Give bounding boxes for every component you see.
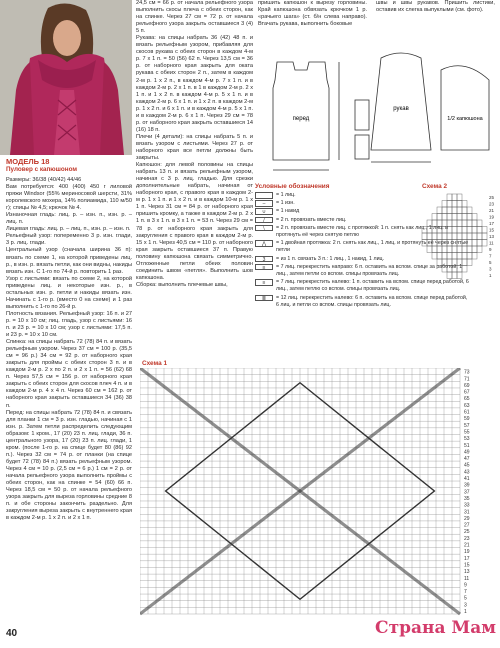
watermark-logo: Страна Мам [375,618,496,638]
schema2-cell [477,220,482,227]
schema2-row-number: 5 [489,260,492,265]
schema2-cell [482,227,487,234]
schema2-cell [442,233,447,240]
model-subtitle: Пуловер с капюшоном [6,166,77,173]
schema1-row-number: 17 [464,555,470,562]
schema1-row-number: 15 [464,562,470,569]
schema2-cell [437,220,442,227]
model-title: МОДЕЛЬ 18 [6,157,50,166]
sleeve-label: рукав [393,106,409,112]
schema1-row-number: 67 [464,389,470,396]
schema1-row-number: 7 [464,589,467,596]
schema2-cell [447,207,452,214]
schema2-cell [442,259,447,266]
schema2-cell [427,240,432,247]
schema2-cell [447,266,452,273]
schema2-row-number: 11 [489,240,494,246]
hood-schematic [441,66,489,150]
schema1-row-number: 65 [464,396,470,403]
schema1-row-number: 53 [464,436,470,443]
schema1-row-number: 49 [464,449,470,456]
legend-item [255,295,470,309]
schema1-row-number: 73 [464,369,470,376]
schema2-cell [457,259,462,266]
schema2-cell [447,240,452,247]
text-column-1: Размеры: 36/38 (40/42) 44/46 Вам потребуется: 400 (400) 450 г лиловой пряжи Windsor (55% мериносовой шерсти, 31% королевского мохера, 14% полиамида, 110 м/50 г); спицы № 4,5; крючок № 4. Изнаночная гладь: лиц. р. – изн. п., изн. р. – лиц. п. Лицевая гладь: лиц. р. – лиц. п., изн. р. – изн. п. Рельефный узор: попеременно 3 р. изн. глади, 3 р. лиц. глади. Центральный узор (сначала ширина 36 п): вязать по схеме 1, на которой приведены лиц. р., в изн. р. вязать петли, как они видны, накиды вязать изн. С 1-го по 74-й р. повторить 1 раз. Узор с листьями: вязать по схеме 2, на которой приведены лиц. и некоторые изн. р., в остальных изн. р. петли и накиды вязать изн. Начинать с 1-го р. (вместо 0 на схеме) и 1 раз выполнить с 1-го по 26-й р. Плотность вязания. Рельефный узор: 16 п. и 27 р. = 10 х 10 см; лиц. гладь, узор с листьями: 16 п. и 23 р. = 10 х 10 см; узор с листьями: 17,5 п. и 23 р. = 10 х 10 см. Спинка: на спицы набрать 72 (78) 84 п. и вязать рельефным узором. Через 37 см = 100 р. (35,5 см = 96 р.) 34 см = 92 р. от наборного края закрыть для проймы с обеих сторон 3 п. и в каждом 2-м р. 2 х по 2 п. и 2 х 1 п. = 56 (62) 68 п. Через 57,5 см = 156 р. от наборного края закрыть с обеих сторон для скосов плеч 4 п. и в каждом 2-м р. 4 х 4 п. Через 60 см = 162 р. от наборного края закрыть оставшиеся 34 (36) 38 п. Перед: на спицы набрать 72 (78) 84 п. и связать для планки 1 см = 3 р. изн. гладью, начиная с 1 изн. р. Затем петли распределить следующим образом: 1 кром., 17 (20) 23 п. лиц. глади, 36 п. центрального узора, 17 (20) 23 п. лиц. глади, 1 кром. (после 1-го р. на спице будет 80 (86) 92 п.). Через 32 см = 74 р. от планки (на спице будет 72 (78) 84 п.) вязать рельефным узором. Через 4 см = 10 р. (2,5 см = 6 р.) 1 см = 2 р. от начала рельефного узора выполнить проймы с обеих сторон, как на спинке = 54 (60) 66 п. Через 18,5 см = 50 р. от начала рельефного узора закрыть для выреза горловины средние 8 п. и обе стороны закончить раздельно. Для закругления выреза закрыть с внутреннего края в каждом 2-м р. 1 х 2 п. и 2 х 1 п. [6,177,132,522]
schema1-row-number: 57 [464,422,470,429]
legend-text: = 1 лиц. [276,192,296,198]
schema2-cell [462,240,467,247]
legend-text: = 12 лиц. перекрестить налево: 6 п. оставить на вспом. спице перед работой, 6 лиц. и петли со вспом. спицы провязать лиц. [276,294,468,308]
schema2-cell [437,259,442,266]
schema2-cell [457,214,462,221]
schema2-cell [457,266,462,273]
legend-text: = из 1 п. связать 3 п.: 1 лиц., 1 накид, 1 лиц. [276,255,385,262]
page-number: 40 [6,628,18,639]
schema2-cell [472,227,477,234]
schema2-cell [467,207,472,214]
schema2-cell [462,246,467,253]
text-column-3: пришить капюшон к вырезу горловины. Край капюшона обвязать крючком 1 р. «рачьего шага» (ст. б/н слева направо). Втачать рукава, выполнить боковые [258,0,367,28]
schema2-cell [467,240,472,247]
schema2-cell [452,272,457,279]
legend-title: Условные обозначения [255,183,330,190]
schema1-row-number: 29 [464,515,470,522]
legend-symbol: 3 [255,256,273,263]
schema2-cell [467,259,472,266]
schema2-cell [427,227,432,234]
model-photo [0,0,132,155]
schema2-cell [422,240,427,247]
schema2-cell [457,194,462,201]
schema2-cell [432,214,437,221]
legend-symbol: ∪ [255,208,273,215]
schema2-cell [477,227,482,234]
schema2-cell [462,227,467,234]
schema2-cell [447,227,452,234]
schema1-row-number: 45 [464,462,470,469]
schema2-row-number: 3 [489,266,492,272]
schema1-row-number: 41 [464,476,470,483]
schema2-cell [442,246,447,253]
schema2-row-number: 19 [489,214,495,220]
schema2-cell [467,227,472,234]
schema2-cell [467,214,472,221]
schema2-cell [432,220,437,227]
schema2-cell [447,214,452,221]
schema2-cell [447,201,452,208]
schema2-cell [462,201,467,208]
schema1-row-number: 33 [464,502,470,509]
schema2-cell [457,246,462,253]
schema1-row-number: 31 [464,509,470,516]
schema2-cell [422,227,427,234]
legend-text: = 7 лиц. перекрестить направо: 6 п. оставить на вспом. спице за работой, 1 лиц., затем петли со вспом. спицы провязать лиц. [276,263,463,278]
legend-text: = 7 лиц. перекрестить налево: 1 п. оставить на вспом. спице перед работой, 6 лиц., затем петлю со вспом. спицы провязать лиц. [276,279,469,293]
legend-symbol: ≡ [255,264,273,271]
schema2-row-number: 1 [489,273,492,278]
schema1-row-number: 25 [464,529,470,536]
schema1-row-number: 61 [464,409,470,416]
schema2-cell [432,233,437,240]
schema2-cell [442,266,447,273]
schema2-cell [467,253,472,260]
schema2-cell [447,246,452,253]
schema2-cell [447,272,452,279]
front-label: перед [292,116,310,122]
schema1-row-number: 55 [464,429,470,436]
schema2-cell [452,207,457,214]
legend-symbol: – [255,200,273,207]
schema2-cell [452,194,457,201]
schema1-row-number: 9 [464,582,467,589]
schema1-row-number: 63 [464,402,470,409]
schema1-row-number: 19 [464,549,470,556]
schema2-chart [418,190,500,280]
schema2-cell [462,259,467,266]
schema1-row-number: 69 [464,382,470,389]
schema2-cell [462,233,467,240]
schema2-cell [437,207,442,214]
schema1-row-number: 35 [464,495,470,502]
schema2-cell [452,227,457,234]
schema1-row-number: 13 [464,569,470,576]
schema2-cell [442,253,447,260]
schema2-cell [467,246,472,253]
schema2-cell [452,259,457,266]
schema2-cell [457,233,462,240]
schema2-cell [472,253,477,260]
schema2-cell [467,233,472,240]
legend-text: = 2 п. провязать вместе лиц. с протяжкой: 1 п. снять как лиц., 1 лиц. и протянуть её через снятую петлю [276,224,449,239]
schema2-cell [457,253,462,260]
schema1-row-number: 47 [464,456,470,463]
schema2-row-number: 21 [489,208,495,213]
schema2-cell [462,266,467,273]
text-column-4: швы и швы рукавов. Пришить листики, оставив их слегка выпуклыми (см. фото). [376,0,495,14]
schema1-chart [140,368,488,623]
schema2-cell [422,233,427,240]
legend-symbol: ≡ [255,279,273,286]
schema2-cell [442,240,447,247]
schema2-cell [457,207,462,214]
schema2-cell [462,207,467,214]
schema2-cell [442,214,447,221]
schema2-cell [437,240,442,247]
schema2-cell [467,220,472,227]
schema2-cell [462,253,467,260]
schema2-cell [477,233,482,240]
schema2-cell [462,220,467,227]
schema1-label: Схема 1 [142,360,168,367]
schema2-row-number: 25 [489,195,495,200]
schema2-label: Схема 2 [422,183,448,190]
legend-symbol: \ [255,225,273,232]
schema2-cell [432,240,437,247]
schema2-cell [452,214,457,221]
schema2-cell [427,233,432,240]
schema1-row-number: 23 [464,535,470,542]
schema2-cell [427,220,432,227]
schema1-row-number: 71 [464,376,470,383]
schema1-row-number: 21 [464,542,470,549]
schema2-cell [482,233,487,240]
schema1-row-number: 37 [464,489,470,496]
schema2-row-number: 9 [489,247,492,252]
legend-text: = 1 накид [276,208,300,215]
schema2-cell [452,220,457,227]
schema2-cell [432,253,437,260]
schema2-cell [477,246,482,253]
legend-symbol: / [255,217,273,224]
schema1-row-number: 11 [464,575,470,582]
schema2-cell [462,214,467,221]
schema2-cell [437,253,442,260]
schema2-row-number: 17 [489,221,495,226]
schema2-cell [442,201,447,208]
legend-text: = 1 двойная протяжка: 2 п. снять как лиц., 1 лиц. и протянуть её через снятые петли [276,240,469,254]
schema2-row-number: 13 [489,234,495,239]
legend-symbol [255,192,273,199]
schema2-cell [457,201,462,208]
schema2-cell [457,220,462,227]
schema2-cell [457,227,462,234]
schema2-cell [447,233,452,240]
schema2-cell [447,194,452,201]
schema1-row-number: 27 [464,522,470,529]
schema2-cell [452,240,457,247]
text-column-2: 24,5 см = 66 р. от начала рельефного узора выполнить скосы плеча с обеих сторон, как на спинке. Через 27 см = 72 р. от начала рельефного узора закрыть оставшиеся 3 (4) 5 п. Рукава: на спицы набрать 36 (42) 48 п. и вязать рельефным узором, прибавляя для скосов рукава с обеих сторон в каждом 4-м р. 7 х 1 п. = 50 (56) 62 п. Через 13,5 см = 36 р. от наборного края закрыть для оката рукава с обеих сторон 2 п., затем в каждом 2-м р. 1 х 2 п., в каждом 4-м р. 7 х 1 п. и в каждом 2-м р. 2 х 1 п. в 1 в каждом 2-м р. 2 х 1 п. и 1 х 2 п. в каждом 4-м р. 5 х 1 п. и в каждом 2-м р. 6 х 1 п. и 1 х 2 п. в каждом 2-м р. 1 х 2 п. и 6 х 1 п. и в каждом 4-м р. 5 х 1 п. и в каждом 2-м р. 6 х 1 п. Через 29 см = 78 р. от наборного края закрыть оставшиеся 14 (16) 18 п. Плечи (4 детали): на спицы набрать 5 п. и вязать узором с листьями. Через 27 р. от наборного края все петли должны быть закрыты. Капюшон: для левой половины на спицы набрать 13 п. и вязать рельефным узором, начиная с 3 р. лиц. гладью. Для срезки дополнительные набрать, начиная от наборного края, с правого края в каждом 2-м р. 1 х 1 п. и 1 х 2 п. и в каждом 10-м р. 1 х 1 п. Через 31 см = 84 р. от наборного края пришить кромку, а также в каждом 2-м р. 2 х 1 п. в 3 х 1 п. в 3 х 1 п. = 53 п. Через 29 см = 78 р. от наборного края закрыть для закругления с правого края в каждом 2-м р. 15 х 1 п. Через 40,5 см = 110 р. от наборного края закрыть оставшиеся 37 п. Правую половину капюшона связать симметрично. Отложенные петли обеих половин соединить швом «петля». Выполнить шов капюшона. Сборка: выполнить плечевые швы, [136,0,253,288]
schema2-cell [437,233,442,240]
schema2-cell [447,253,452,260]
schema1-row-number: 51 [464,442,470,449]
legend-text: = 2 п. провязать вместе лиц. [276,216,347,223]
hood-label: 1/2 капюшона [447,116,483,122]
schema2-row-number: 7 [489,253,492,259]
schema2-cell [472,233,477,240]
schema2-cell [437,214,442,221]
schema2-cell [472,246,477,253]
legend-symbol: ≣ [255,295,273,302]
schema2-cell [452,246,457,253]
shoulder-piece-schematic [355,100,369,159]
schema2-cell [432,227,437,234]
schema2-cell [482,240,487,247]
schema2-cell [442,207,447,214]
schema2-cell [452,253,457,260]
schema2-cell [447,220,452,227]
schema2-cell [442,227,447,234]
schema2-cell [437,227,442,234]
schema2-cell [437,246,442,253]
schema2-cell [472,214,477,221]
schema1-row-number: 59 [464,416,470,423]
schema1-row-number: 5 [464,595,467,602]
garment-schematics [255,40,495,180]
schema2-cell [457,272,462,279]
schema1-row-number: 43 [464,469,470,476]
legend-item [255,279,470,293]
schema1-row-number: 3 [464,602,467,609]
schema2-row-number: 15 [489,227,495,233]
schema2-cell [442,220,447,227]
schema2-cell [452,266,457,273]
schema2-cell [472,240,477,247]
schema2-cell [447,259,452,266]
schema2-cell [457,240,462,247]
schema2-cell [452,233,457,240]
schema2-cell [477,240,482,247]
schema2-cell [427,246,432,253]
schema2-cell [472,220,477,227]
legend-text: = 1 изн. [276,200,295,207]
schema1-row-number: 39 [464,482,470,489]
schema1-row-number: 1 [464,609,467,616]
schema2-row-number: 23 [489,201,495,207]
schema2-cell [432,246,437,253]
schema2-cell [452,201,457,208]
legend-symbol: ⋀ [255,240,273,247]
